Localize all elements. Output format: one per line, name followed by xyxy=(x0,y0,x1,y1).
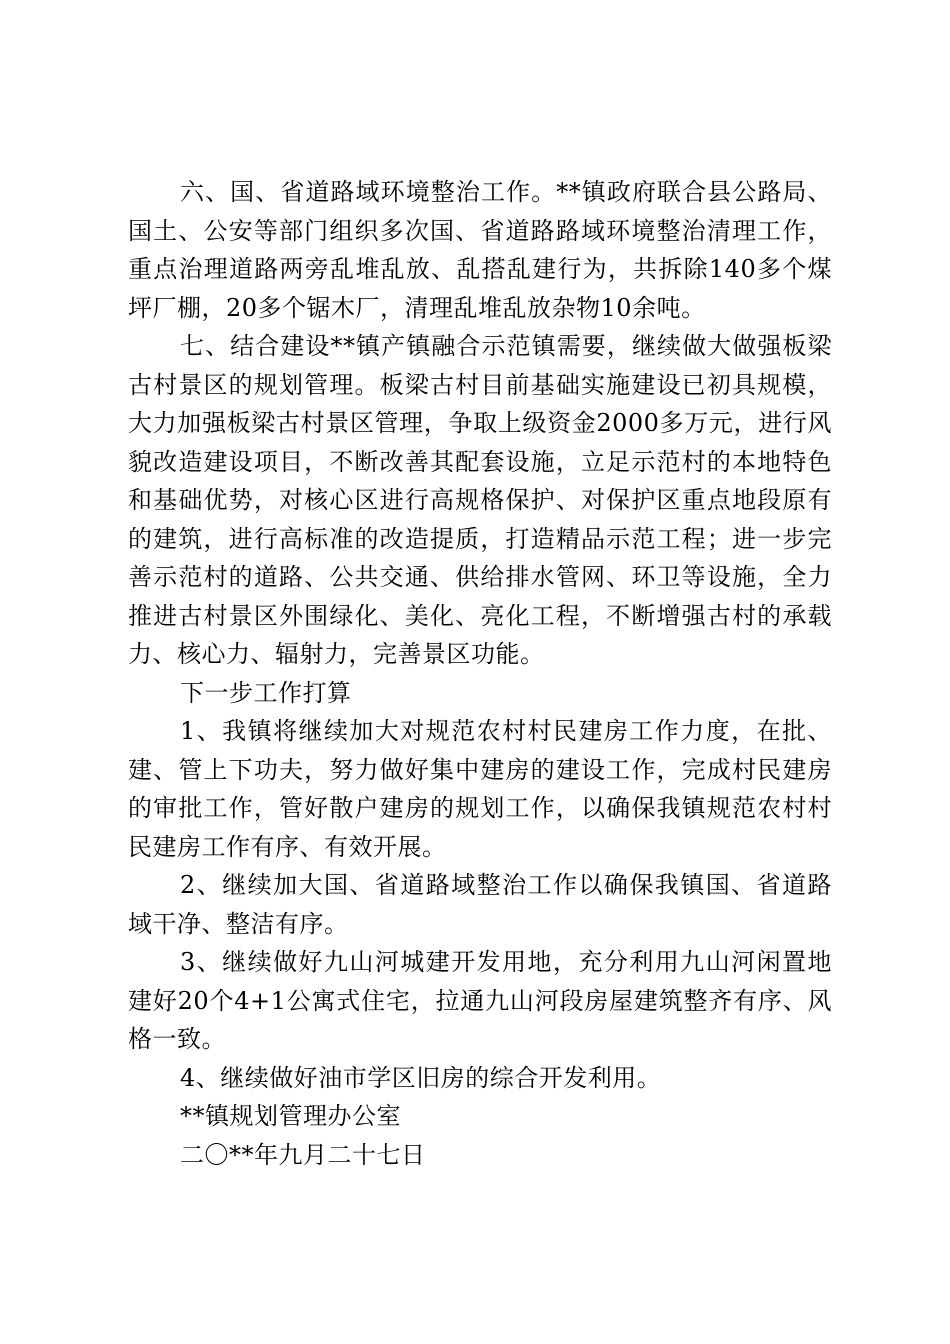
paragraph-plan-3: 3、继续做好九山河城建开发用地，充分利用九山河闲置地建好20个4+1公寓式住宅，拉通九山河段房屋建筑整齐有序、风格一致。 xyxy=(128,948,832,1053)
signature-office: **镇规划管理办公室 xyxy=(180,1102,401,1130)
document-body xyxy=(128,173,832,1174)
section-heading-next-steps: 下一步工作打算 xyxy=(180,678,352,707)
paragraph-plan-4: 4、继续做好油市学区旧房的综合开发利用。 xyxy=(180,1063,662,1092)
signature-date: 二〇**年九月二十七日 xyxy=(180,1140,426,1169)
paragraph-ancient-village: 七、结合建设**镇产镇融合示范镇需要，继续做大做强板梁古村景区的规划管理。板梁古村目前基础实施建设已初具规模，大力加强板梁古村景区管理，争取上级资金2000多万元，进行风貌改造建设项目，不断改善其配套设施，立足示范村的本地特色和基础优势，对核心区进行高规格保护、对保护区重点地段原有的建筑，进行高标准的改造提质，打造精品示范工程；进一步完善示范村的道路、公共交通、供给排水管网、环卫等设施，全力推进古村景区外围绿化、美化、亮化工程，不断增强古村的承载力、核心力、辐射力，完善景区功能。 xyxy=(128,332,832,668)
paragraph-plan-2: 2、继续加大国、省道路域整治工作以确保我镇国、省道路域干净、整洁有序。 xyxy=(128,871,832,938)
paragraph-highway-environment: 六、国、省道路域环境整治工作。**镇政府联合县公路局、国土、公安等部门组织多次国、省道路路域环境整治清理工作，重点治理道路两旁乱堆乱放、乱搭乱建行为，共拆除140多个煤坪厂棚，20多个锯木厂，清理乱堆乱放杂物10余吨。 xyxy=(128,178,832,322)
paragraph-plan-1: 1、我镇将继续加大对规范农村村民建房工作力度，在批、建、管上下功夫，努力做好集中建房的建设工作，完成村民建房的审批工作，管好散户建房的规划工作，以确保我镇规范农村村民建房工作有序、有效开展。 xyxy=(128,717,832,861)
